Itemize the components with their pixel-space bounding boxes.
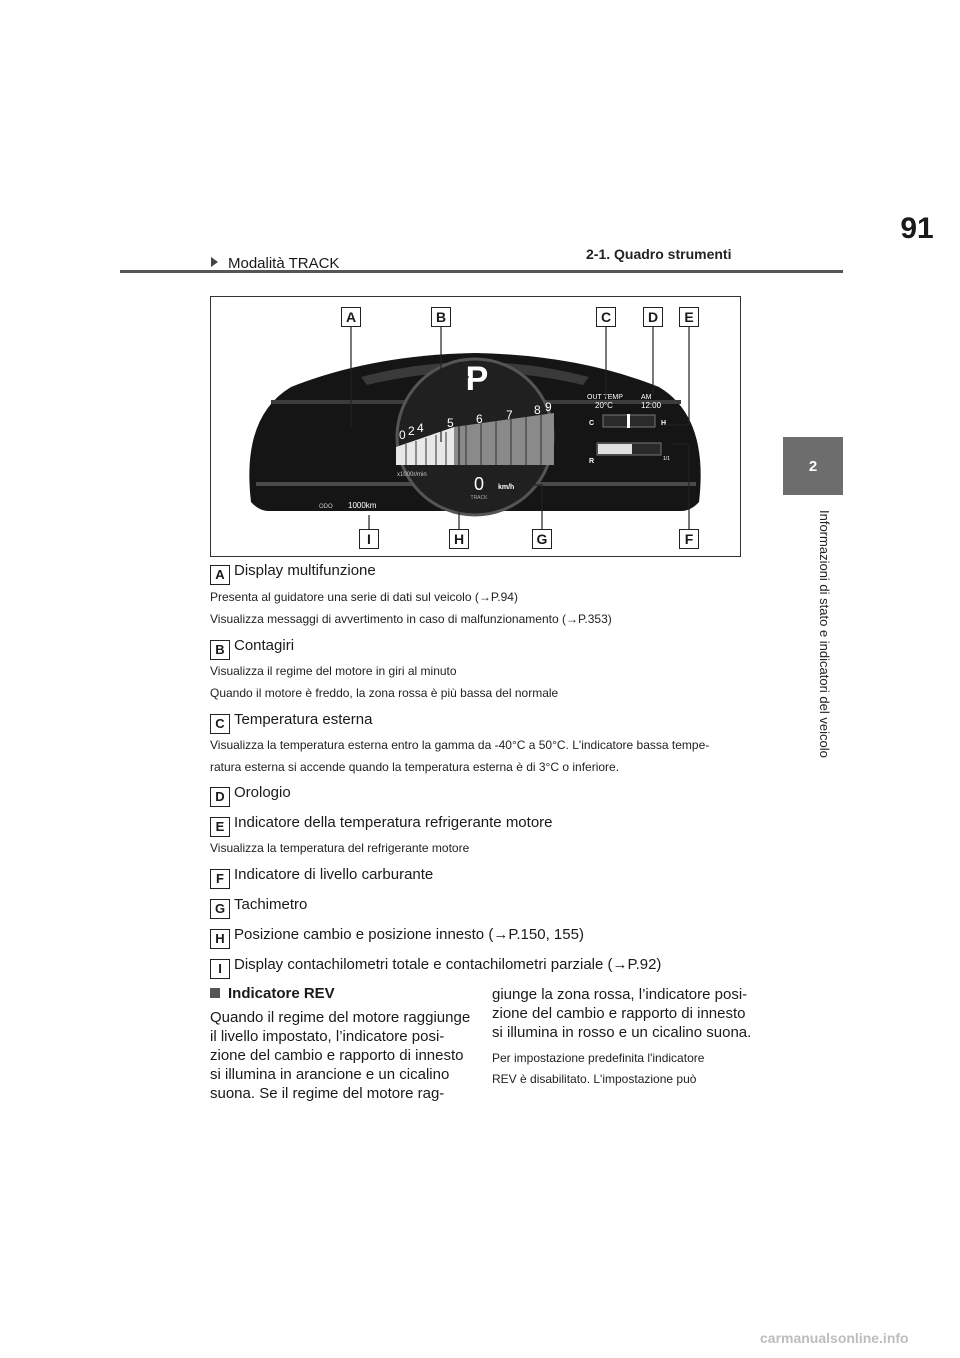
legend-badge: B bbox=[210, 640, 230, 660]
legend-desc: Visualizza messaggi di avvertimento in caso di malfunzionamento (→P.353) bbox=[210, 612, 612, 626]
callout-c: C bbox=[596, 307, 616, 327]
arrow-icon bbox=[211, 257, 218, 267]
page-number: 91 bbox=[900, 212, 934, 245]
legend-item-g bbox=[210, 896, 770, 919]
rev-section-title bbox=[210, 985, 335, 1002]
legend-title: Display contachilometri totale e contachilometri parziale (→P.92) bbox=[234, 956, 662, 973]
legend-desc: Presenta al guidatore una serie di dati sul veicolo (→P.94) bbox=[210, 590, 518, 604]
out-temp-value: 20°C bbox=[595, 401, 613, 410]
callout-e: E bbox=[679, 307, 699, 327]
speed-unit: km/h bbox=[498, 484, 515, 491]
legend-desc: ratura esterna si accende quando la temperatura esterna è di 3°C o inferiore. bbox=[210, 760, 620, 774]
mode-title bbox=[211, 255, 339, 272]
cluster-illustration bbox=[211, 297, 739, 555]
legend-desc: Visualizza la temperatura del refrigerante motore bbox=[210, 841, 470, 855]
legend-badge: H bbox=[210, 929, 230, 949]
legend-item-f bbox=[210, 866, 770, 889]
legend-badge: D bbox=[210, 787, 230, 807]
legend-item-i bbox=[210, 956, 770, 979]
legend-item-c bbox=[210, 711, 770, 734]
track-mode-label: TRACK bbox=[470, 495, 488, 501]
clock-time: 12:00 bbox=[641, 401, 662, 410]
square-bullet-icon bbox=[210, 988, 220, 998]
rpm-tick-0: 0 bbox=[399, 428, 406, 442]
rev-title-text: Indicatore REV bbox=[228, 985, 335, 1002]
chapter-side-title-text: Informazioni di stato e indicatori del veicolo bbox=[817, 510, 832, 758]
rev-left-line: suona. Se il regime del motore rag- bbox=[210, 1085, 445, 1102]
legend-title: Indicatore della temperatura refrigerante motore bbox=[234, 814, 553, 831]
legend-badge: I bbox=[210, 959, 230, 979]
callout-b: B bbox=[431, 307, 451, 327]
fuel-full-label: 1/1 bbox=[663, 456, 670, 462]
legend-item-e bbox=[210, 814, 770, 837]
coolant-h-label: H bbox=[661, 420, 667, 427]
legend-title: Contagiri bbox=[234, 637, 295, 654]
legend-badge: E bbox=[210, 817, 230, 837]
out-temp-label: OUT TEMP bbox=[587, 394, 623, 401]
speed-value: 0 bbox=[473, 474, 485, 494]
legend-badge: G bbox=[210, 899, 230, 919]
legend-desc: Visualizza la temperatura esterna entro la gamma da -40°C a 50°C. L'indicatore bassa tempe- bbox=[210, 738, 710, 752]
rpm-tick-7: 7 bbox=[506, 408, 513, 422]
legend-desc: Quando il motore è freddo, la zona rossa è più bassa del normale bbox=[210, 686, 559, 700]
rev-left-line: zione del cambio e rapporto di innesto bbox=[210, 1047, 464, 1064]
odo-label: ODO bbox=[319, 504, 333, 510]
rev-right-line: si illumina in rosso e un cicalino suona. bbox=[492, 1024, 752, 1041]
legend-title: Orologio bbox=[234, 784, 291, 801]
callout-g: G bbox=[532, 529, 552, 549]
legend-title: Tachimetro bbox=[234, 896, 308, 913]
legend-item-d bbox=[210, 784, 770, 807]
rev-right-small: Per impostazione predefinita l'indicatore bbox=[492, 1051, 705, 1065]
legend-item-b bbox=[210, 637, 770, 660]
legend-badge: C bbox=[210, 714, 230, 734]
legend-item-a bbox=[210, 562, 770, 585]
callout-i: I bbox=[359, 529, 379, 549]
legend-item-h bbox=[210, 926, 770, 949]
rev-left-line: il livello impostato, l’indicatore posi- bbox=[210, 1028, 445, 1045]
instrument-cluster-figure bbox=[210, 296, 741, 557]
clock-ampm: AM bbox=[641, 394, 652, 401]
rpm-unit: x1000r/min bbox=[397, 472, 427, 478]
rpm-tick-9: 9 bbox=[545, 400, 552, 414]
legend-desc: Visualizza il regime del motore in giri al minuto bbox=[210, 664, 457, 678]
callout-a: A bbox=[341, 307, 361, 327]
section-header: 2-1. Quadro strumenti bbox=[586, 246, 732, 262]
rpm-tick-6: 6 bbox=[476, 412, 483, 426]
callout-h: H bbox=[449, 529, 469, 549]
chapter-tab: 2 bbox=[783, 437, 843, 495]
rev-left-line: Quando il regime del motore raggiunge bbox=[210, 1009, 471, 1026]
coolant-c-label: C bbox=[589, 420, 595, 427]
legend-title: Indicatore di livello carburante bbox=[234, 866, 434, 883]
rpm-tick-4: 4 bbox=[417, 421, 424, 435]
chapter-side-title bbox=[813, 510, 833, 840]
gear-position: P bbox=[465, 360, 489, 398]
fuel-level-fill bbox=[598, 444, 632, 454]
odo-value: 1000km bbox=[348, 501, 377, 510]
rev-left-line: si illumina in arancione e un cicalino bbox=[210, 1066, 450, 1083]
mode-title-text: Modalità TRACK bbox=[228, 255, 340, 272]
watermark: carmanualsonline.info bbox=[760, 1330, 909, 1346]
rpm-tick-8: 8 bbox=[534, 403, 541, 417]
legend-title: Temperatura esterna bbox=[234, 711, 373, 728]
rev-right-line: giunge la zona rossa, l’indicatore posi- bbox=[492, 986, 748, 1003]
callout-d: D bbox=[643, 307, 663, 327]
legend-badge: A bbox=[210, 565, 230, 585]
coolant-needle bbox=[627, 414, 630, 428]
rev-right-small: REV è disabilitato. L'impostazione può bbox=[492, 1072, 697, 1086]
callout-f: F bbox=[679, 529, 699, 549]
rpm-tick-2: 2 bbox=[408, 424, 415, 438]
fuel-r-label: R bbox=[589, 458, 595, 465]
legend-badge: F bbox=[210, 869, 230, 889]
rev-right-line: zione del cambio e rapporto di innesto bbox=[492, 1005, 746, 1022]
legend-title: Posizione cambio e posizione innesto (→P.150, 155) bbox=[234, 926, 584, 943]
legend-title: Display multifunzione bbox=[234, 562, 376, 579]
rpm-tick-5: 5 bbox=[447, 416, 454, 430]
